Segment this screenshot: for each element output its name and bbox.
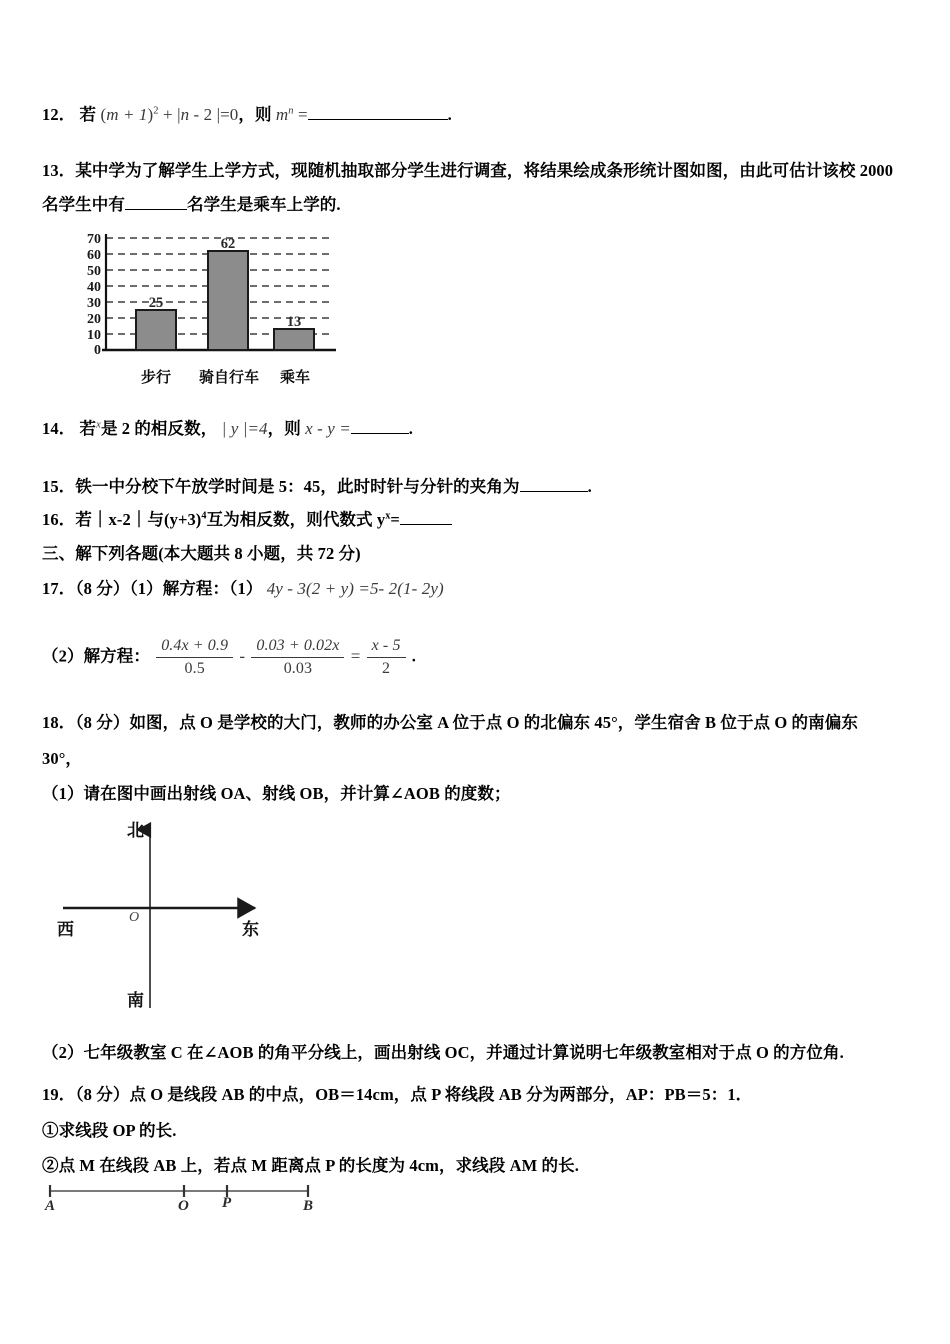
q17-fraction-1-denominator: 0.5	[184, 660, 205, 677]
question-17-part1-tag: （1）	[229, 579, 263, 598]
question-14-lead: 若	[79, 419, 97, 438]
q12-expr-minus-two: - 2 |=0	[193, 105, 239, 124]
question-16-text-c: =	[390, 510, 400, 529]
segment-label-B: B	[303, 1198, 314, 1214]
compass-label-south: 南	[127, 991, 144, 1010]
ytick-40: 40	[87, 280, 101, 295]
bar-value-vehicle: 13	[286, 314, 302, 330]
question-16-text-b: 互为相反数，则代数式 y	[206, 510, 386, 529]
question-18-part1: （1）请在图中画出射线 OA、射线 OB，并计算∠AOB 的度数；	[42, 784, 511, 803]
question-19	[42, 1084, 752, 1106]
chart-y-ticklabels	[87, 232, 101, 358]
q17-equation-1: 4y - 3(2 + y) =5- 2(1- 2y)	[266, 579, 444, 598]
q12-equals: =	[297, 105, 308, 124]
q14-period: .	[408, 419, 414, 438]
q13-answer-blank[interactable]	[125, 194, 187, 210]
q14-expression: x - y =	[305, 419, 351, 438]
compass-label-west: 西	[57, 920, 74, 939]
q12-expr-m-plus-1: m + 1	[106, 105, 148, 124]
question-19-text: 点 O 是线段 AB 的中点，OB＝14cm，点 P 将线段 AB 分为两部分，AP：PB＝5：1．	[129, 1085, 753, 1104]
q16-exponent-x: x	[385, 510, 391, 522]
bar-value-bicycle: 62	[220, 236, 236, 252]
q16-exponent-4: 4	[201, 510, 207, 522]
q17-fraction-3-numerator: x - 5	[367, 636, 406, 658]
question-12-number: 12．	[42, 105, 76, 124]
question-12-lead: 若	[79, 105, 97, 124]
q14-abs-y: | y |=4	[221, 419, 268, 438]
question-13-number: 13．	[42, 161, 76, 180]
bar-chart-figure	[58, 228, 348, 393]
question-12	[42, 104, 452, 127]
segment-diagram-figure	[42, 1182, 332, 1224]
chart-category-vehicle: 乘车	[279, 369, 310, 386]
question-17-part1	[42, 578, 444, 601]
question-13-text-1: 某中学为了解学生上学方式，现随机抽取部分学生进行调查，将结果绘成条形统计图如图，由此可估计该校 2000	[75, 161, 894, 180]
q12-exponent-2: 2	[153, 105, 159, 117]
compass-diagram-figure	[55, 818, 305, 1018]
question-13-line1	[42, 160, 893, 182]
q12-expr-open: (	[100, 105, 107, 124]
compass-label-east: 东	[242, 920, 259, 939]
question-17-part1-label: （1）解方程：	[129, 579, 230, 598]
question-19-score: （8 分）	[75, 1085, 130, 1104]
compass-label-north: 北	[127, 821, 144, 840]
q12-expr-close: )	[147, 105, 154, 124]
question-14-mid: 是 2 的相反数，	[100, 419, 218, 438]
question-17-number: 17．	[42, 579, 76, 598]
question-18-number: 18．	[42, 713, 76, 732]
q16-answer-blank[interactable]	[400, 509, 452, 525]
question-16-text-a: 若｜x-2｜与(y+3)	[75, 510, 202, 529]
q12-answer-blank[interactable]	[308, 104, 448, 120]
ytick-0: 0	[94, 343, 101, 358]
q12-expr-n: n	[180, 105, 190, 124]
chart-category-walking: 步行	[140, 369, 171, 386]
segment-label-O: O	[178, 1198, 189, 1214]
bar-vehicle	[274, 329, 314, 350]
q17-fraction-3-denominator: 2	[382, 660, 391, 677]
bar-chart-svg	[58, 228, 348, 373]
q12-period: .	[447, 105, 452, 124]
question-18-line1	[42, 712, 858, 734]
q17-period: .	[411, 646, 417, 666]
question-18-line2: 30°，	[42, 749, 82, 768]
question-17-part2	[42, 636, 416, 679]
q12-expr-plus-abs: + |	[163, 105, 181, 124]
q17-fraction-3	[367, 636, 406, 679]
question-15-text-b: .	[587, 477, 592, 496]
ytick-20: 20	[87, 312, 101, 327]
compass-origin-label: O	[129, 910, 140, 925]
ytick-10: 10	[87, 328, 101, 343]
question-16-number: 16．	[42, 510, 76, 529]
segment-label-A: A	[45, 1198, 56, 1214]
question-17-part2-tag: （2）	[42, 646, 84, 666]
ytick-30: 30	[87, 296, 101, 311]
bar-value-walking: 25	[148, 295, 164, 311]
segment-label-P: P	[222, 1195, 232, 1211]
question-19-sub2: ②点 M 在线段 AB 上，若点 M 距离点 P 的长度为 4cm，求线段 AM 的长.	[42, 1156, 579, 1175]
q17-fraction-1-numerator: 0.4x + 0.9	[156, 636, 233, 658]
q14-var-x: x	[96, 419, 101, 431]
question-16	[42, 509, 452, 531]
chart-category-labels	[58, 366, 348, 392]
q17-fraction-2-numerator: 0.03 + 0.02x	[251, 636, 344, 658]
ytick-50: 50	[87, 264, 101, 279]
question-14	[42, 418, 413, 441]
question-15	[42, 476, 592, 498]
question-13-text-2b: 名学生是乘车上学的.	[187, 195, 341, 214]
question-15-text-a: 铁一中分校下午放学时间是 5：45，此时时针与分针的夹角为	[75, 477, 520, 496]
bar-walking	[136, 310, 176, 350]
q15-answer-blank[interactable]	[520, 476, 588, 492]
question-12-then: ，则	[238, 105, 272, 124]
q17-minus-operator: -	[239, 646, 246, 666]
bar-bicycle	[208, 251, 248, 350]
compass-diagram-svg	[55, 818, 305, 1018]
q17-fraction-2-denominator: 0.03	[283, 660, 313, 677]
question-18-text-1: 如图，点 O 是学校的大门，教师的办公室 A 位于点 O 的北偏东 45°，学生宿舍 B 位于点 O 的南偏东	[129, 713, 858, 732]
question-17-score: （8 分）	[75, 579, 130, 598]
q12-result-base: m	[275, 105, 289, 124]
ytick-60: 60	[87, 248, 101, 263]
q17-equals-operator: =	[350, 646, 361, 666]
q17-fraction-2	[251, 636, 344, 679]
question-13-text-2a: 名学生中有	[42, 195, 125, 214]
question-14-then: ，则	[267, 419, 301, 438]
question-14-number: 14．	[42, 419, 76, 438]
section-3-heading: 三、解下列各题(本大题共 8 小题，共 72 分)	[42, 544, 361, 563]
question-18-part2: （2）七年级教室 C 在∠AOB 的角平分线上，画出射线 OC，并通过计算说明七年级教室相对于点 O 的方位角.	[42, 1043, 844, 1062]
chart-category-bicycle: 骑自行车	[198, 369, 259, 386]
q17-fraction-1	[156, 636, 233, 679]
question-17-part2-label: 解方程：	[83, 646, 150, 666]
ytick-70: 70	[87, 232, 101, 247]
question-19-sub1: ①求线段 OP 的长.	[42, 1121, 177, 1140]
question-18-score: （8 分）	[75, 713, 130, 732]
question-13-line2	[42, 194, 341, 216]
question-15-number: 15．	[42, 477, 76, 496]
question-19-number: 19．	[42, 1085, 76, 1104]
q14-answer-blank[interactable]	[351, 418, 409, 434]
q12-result-exponent: n	[288, 105, 294, 117]
